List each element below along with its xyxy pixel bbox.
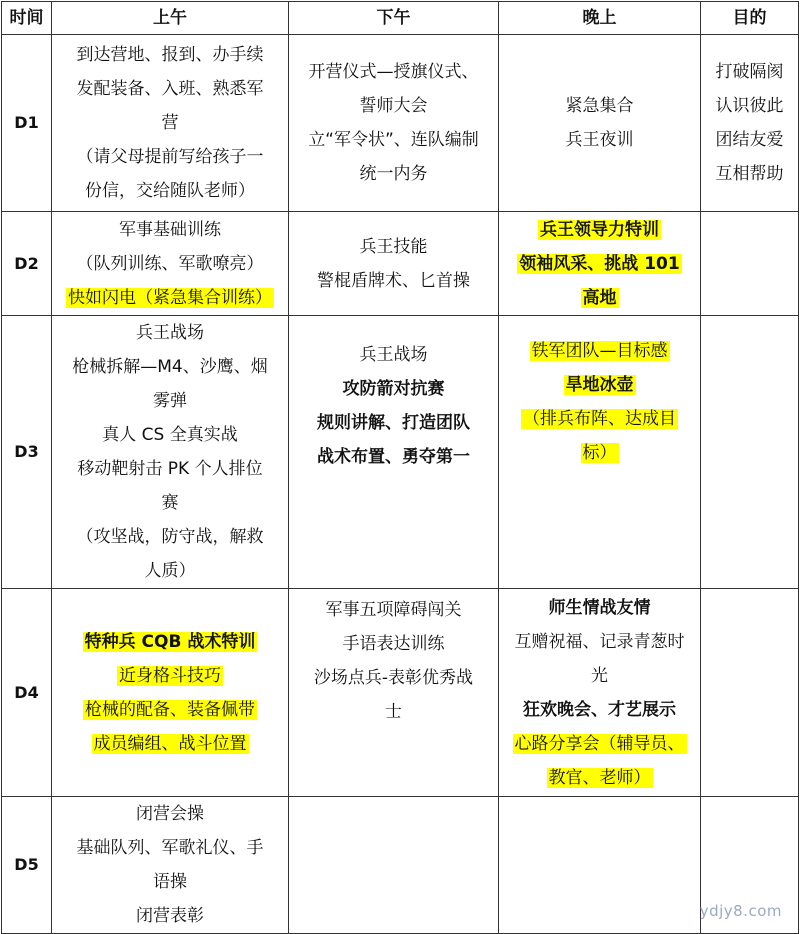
cell-line: 兵王夜训 <box>565 130 634 150</box>
header-time: 时间 <box>2 2 52 35</box>
cell-line: 人质） <box>144 561 196 581</box>
schedule-table <box>1 1 799 934</box>
highlighted-line: 特种兵 CQB 战术特训 <box>84 631 256 652</box>
cell-line: 互赠祝福、记录青葱时 <box>514 631 685 652</box>
cell-line: （请父母提前写给孩子一 <box>76 147 264 167</box>
cell-line: 开营仪式—授旗仪式、 <box>308 62 479 82</box>
morning-cell <box>52 316 289 589</box>
watermark: ydjy8.com <box>699 902 782 920</box>
cell-line: 师生情战友情 <box>548 597 651 618</box>
highlighted-line: 快如闪电（紧急集合训练） <box>68 287 272 308</box>
cell-line: 警棍盾牌术、匕首操 <box>317 270 470 291</box>
cell-line: 闭营表彰 <box>136 906 204 926</box>
highlighted-line: 铁军团队—目标感 <box>531 341 668 361</box>
cell-line: （队列训练、军歌嘹亮） <box>76 253 264 274</box>
table-row <box>2 316 799 589</box>
highlighted-line: 近身格斗技巧 <box>119 665 221 686</box>
cell-line: 狂欢晚会、才艺展示 <box>523 699 676 720</box>
cell-line: 认识彼此 <box>715 96 784 116</box>
purpose-cell <box>701 35 799 212</box>
highlighted-line: 教官、老师） <box>548 767 651 788</box>
cell-line: （攻坚战，防守战，解救 <box>76 527 264 547</box>
cell-line: 手语表达训练 <box>342 634 445 654</box>
highlighted-line: 高地 <box>582 287 617 308</box>
cell-line: 光 <box>591 665 608 686</box>
morning-cell <box>52 589 289 797</box>
cell-line: 统一内务 <box>359 164 428 184</box>
table-row <box>2 589 799 797</box>
highlighted-line: 标） <box>582 443 617 463</box>
cell-line: 枪械拆解—M4、沙鹰、烟 <box>72 357 268 377</box>
evening-cell <box>499 797 701 934</box>
highlighted-line: 心路分享会（辅导员、 <box>514 733 685 754</box>
header-morning: 上午 <box>52 2 289 35</box>
cell-line: 发配装备、入班、熟悉军 <box>76 79 264 99</box>
cell-line: 基础队列、军歌礼仪、手 <box>76 838 264 858</box>
cell-line: 规则讲解、打造团队 <box>317 413 470 433</box>
header-evening: 晚上 <box>499 2 701 35</box>
day-label: D1 <box>2 35 52 212</box>
cell-line: 誓师大会 <box>359 96 428 116</box>
afternoon-cell <box>289 35 499 212</box>
table-row <box>2 35 799 212</box>
afternoon-cell <box>289 589 499 797</box>
cell-line: 真人 CS 全真实战 <box>102 425 238 445</box>
highlighted-line: 兵王领导力特训 <box>540 219 659 240</box>
evening-cell <box>499 35 701 212</box>
cell-line: 移动靶射击 PK 个人排位 <box>77 459 263 479</box>
highlighted-line: 成员编组、战斗位置 <box>93 733 247 754</box>
purpose-cell <box>701 212 799 316</box>
cell-line: 到达营地、报到、办手续 <box>76 45 264 65</box>
purpose-cell <box>701 316 799 589</box>
day-label: D5 <box>2 797 52 934</box>
cell-line: 营 <box>161 113 179 133</box>
cell-line: 攻防箭对抗赛 <box>342 379 445 399</box>
cell-line: 军事五项障碍闯关 <box>325 600 462 620</box>
cell-line: 兵王战场 <box>359 345 428 365</box>
highlighted-line: 旱地冰壶 <box>565 375 634 395</box>
table-row <box>2 212 799 316</box>
morning-cell <box>52 35 289 212</box>
header-row <box>2 2 799 35</box>
cell-line: 兵王战场 <box>136 323 204 343</box>
cell-line: 士 <box>385 702 402 722</box>
morning-cell <box>52 212 289 316</box>
cell-line: 语操 <box>153 872 187 892</box>
cell-line: 立“军令状”、连队编制 <box>308 130 479 150</box>
day-label: D2 <box>2 212 52 316</box>
afternoon-cell <box>289 316 499 589</box>
cell-line: 份信，交给随队老师） <box>85 181 255 201</box>
morning-cell <box>52 797 289 934</box>
highlighted-line: 领袖风采、挑战 101 <box>519 253 680 274</box>
day-label: D4 <box>2 589 52 797</box>
header-afternoon: 下午 <box>289 2 499 35</box>
cell-line: 沙场点兵-表彰优秀战 <box>313 668 474 688</box>
highlighted-line: 枪械的配备、装备佩带 <box>85 699 255 720</box>
cell-line: 打破隔阂 <box>715 62 784 82</box>
cell-line: 雾弹 <box>153 391 187 411</box>
cell-line: 紧急集合 <box>565 96 634 116</box>
header-purpose: 目的 <box>701 2 799 35</box>
cell-line: 团结友爱 <box>715 130 784 150</box>
cell-line: 赛 <box>161 493 179 513</box>
cell-line: 军事基础训练 <box>119 219 221 240</box>
evening-cell <box>499 589 701 797</box>
evening-cell <box>499 316 701 589</box>
table-row <box>2 797 799 934</box>
afternoon-cell <box>289 212 499 316</box>
afternoon-cell <box>289 797 499 934</box>
day-label: D3 <box>2 316 52 589</box>
cell-line: 兵王技能 <box>359 236 428 257</box>
evening-cell <box>499 212 701 316</box>
cell-line: 闭营会操 <box>136 804 204 824</box>
highlighted-line: （排兵布阵、达成目 <box>523 409 676 429</box>
cell-line: 互相帮助 <box>715 164 784 184</box>
cell-line: 战术布置、勇夺第一 <box>317 447 470 467</box>
purpose-cell <box>701 589 799 797</box>
